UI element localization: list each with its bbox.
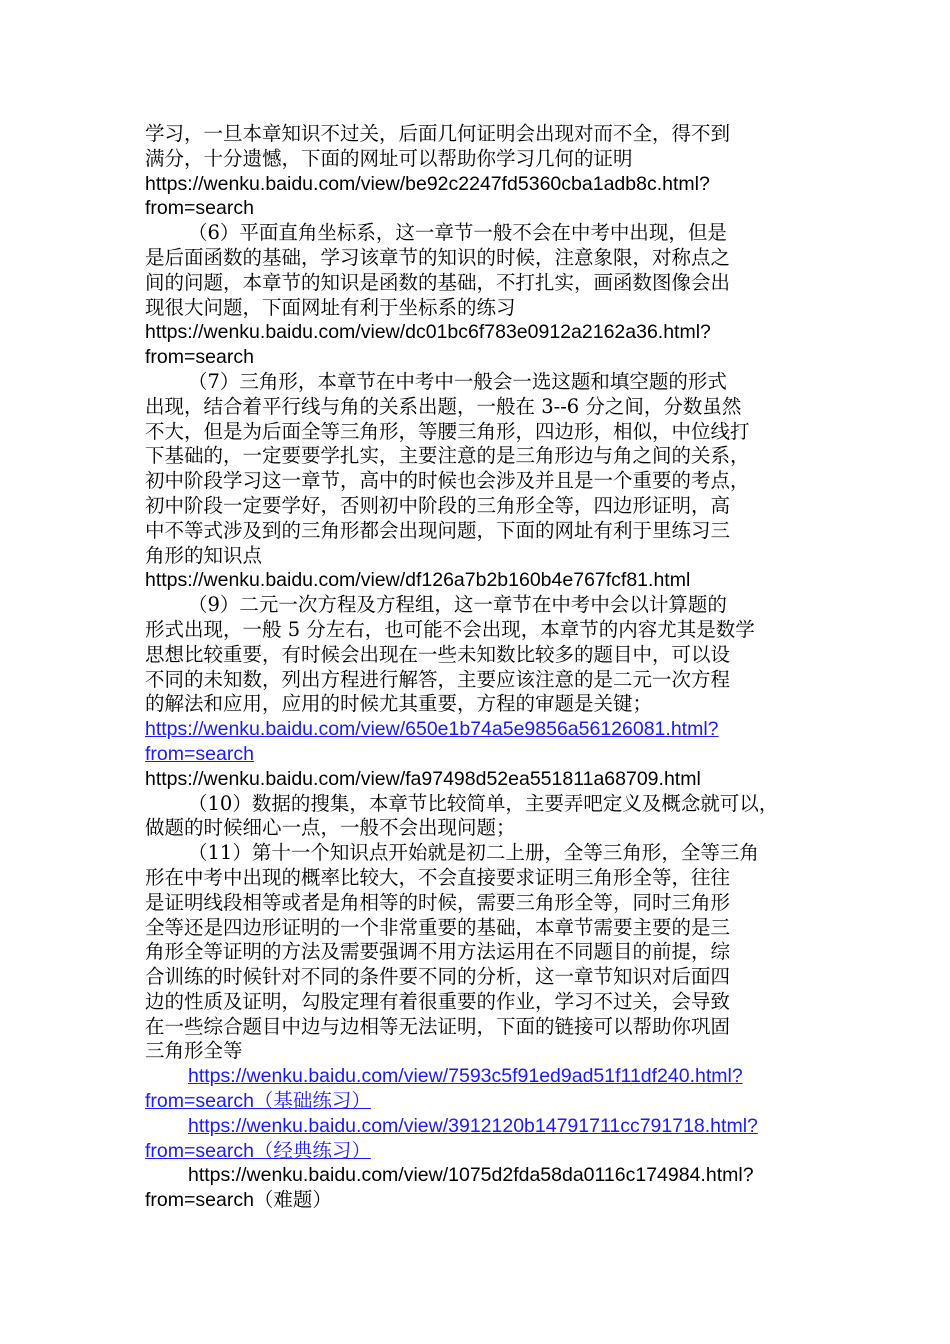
text-line: 的解法和应用，应用的时候尤其重要，方程的审题是关键；	[145, 692, 653, 716]
text-line: 下基础的，一定要要学扎实，主要注意的是三角形边与角之间的关系，	[145, 444, 750, 468]
url-line: from=search	[145, 346, 254, 369]
text-line: （7）三角形，本章节在中考中一般会一选这题和填空题的形式	[188, 369, 727, 393]
paragraph-linear-equations	[145, 593, 815, 791]
link-line[interactable]: https://wenku.baidu.com/view/650e1b74a5e9856a56126081.html?	[145, 718, 719, 741]
text-line: 间的问题，本章节的知识是函数的基础，不打扎实，画函数图像会出	[145, 270, 731, 294]
link-line[interactable]: https://wenku.baidu.com/view/3912120b14791711cc791718.html?	[188, 1114, 758, 1137]
url-line: https://wenku.baidu.com/view/be92c2247fd5360cba1adb8c.html?	[145, 172, 710, 195]
url-line: https://wenku.baidu.com/view/dc01bc6f783e0912a2162a36.html?	[145, 321, 711, 344]
text-line: 形式出现，一般 5 分左右，也可能不会出现，本章节的内容尤其是数学	[145, 617, 755, 641]
paragraph-coordinate-system	[145, 221, 815, 370]
url-text	[145, 320, 815, 370]
link-line[interactable]: from=search（经典练习）	[145, 1139, 371, 1162]
url-text	[145, 172, 815, 222]
text-line: 合训练的时候针对不同的条件要不同的分析，这一章节知识对后面四	[145, 965, 731, 989]
text-line: （6）平面直角坐标系，这一章节一般不会在中考中出现，但是	[188, 221, 727, 245]
hyperlink-basic-practice[interactable]	[145, 1064, 815, 1114]
document-page	[145, 122, 815, 1213]
text-line: （11）第十一个知识点开始就是初二上册，全等三角形，全等三角	[188, 841, 759, 865]
text-line: 中不等式涉及到的三角形都会出现问题，下面的网址有利于里练习三	[145, 518, 731, 542]
url-line: from=search	[145, 197, 254, 220]
url-line: from=search（难题）	[145, 1189, 332, 1212]
text-line: 是后面函数的基础，学习该章节的知识的时候，注意象限，对称点之	[145, 245, 731, 269]
text-line: 在一些综合题目中边与边相等无法证明，下面的链接可以帮助你巩固	[145, 1014, 731, 1038]
text-line: 思想比较重要，有时候会出现在一些未知数比较多的题目中，可以设	[145, 642, 731, 666]
text-line: 角形的知识点	[145, 543, 263, 567]
text-line: 初中阶段一定要学好，否则初中阶段的三角形全等，四边形证明，高	[145, 493, 731, 517]
text-line: 不同的未知数，列出方程进行解答，主要应该注意的是二元一次方程	[145, 667, 731, 691]
url-line: https://wenku.baidu.com/view/fa97498d52ea551811a68709.html	[145, 767, 701, 790]
text-line: 三角形全等	[145, 1039, 243, 1063]
text-line: 现很大问题，下面网址有利于坐标系的练习	[145, 295, 516, 319]
text-line: 边的性质及证明，勾股定理有着很重要的作业，学习不过关，会导致	[145, 989, 731, 1013]
text-line: 全等还是四边形证明的一个非常重要的基础，本章节需要主要的是三	[145, 915, 731, 939]
text-line: 形在中考中出现的概率比较大，不会直接要求证明三角形全等，往往	[145, 865, 731, 889]
url-line: https://wenku.baidu.com/view/df126a7b2b160b4e767fcf81.html	[145, 569, 691, 592]
text-line: 满分，十分遗憾，下面的网址可以帮助你学习几何的证明	[145, 146, 633, 170]
url-text	[145, 767, 815, 792]
hyperlink-classic-practice[interactable]	[145, 1114, 815, 1164]
text-line: （10）数据的搜集，本章节比较简单，主要弄吧定义及概念就可以，	[188, 791, 779, 815]
paragraph-congruent-triangles	[145, 841, 815, 1213]
text-line: 做题的时候细心一点，一般不会出现问题；	[145, 816, 516, 840]
url-line: https://wenku.baidu.com/view/1075d2fda58da0116c174984.html?	[188, 1164, 754, 1187]
link-line[interactable]: https://wenku.baidu.com/view/7593c5f91ed9ad51f11df240.html?	[188, 1065, 743, 1088]
text-line: （9）二元一次方程及方程组，这一章节在中考中会以计算题的	[188, 593, 727, 617]
hyperlink-equations[interactable]	[145, 717, 815, 767]
text-line: 角形全等证明的方法及需要强调不用方法运用在不同题目的前提，综	[145, 940, 731, 964]
url-text	[145, 568, 815, 593]
text-line: 是证明线段相等或者是角相等的时候，需要三角形全等，同时三角形	[145, 890, 731, 914]
link-line[interactable]: from=search	[145, 742, 254, 765]
paragraph-triangle	[145, 370, 815, 593]
url-text-hard-problems	[145, 1163, 815, 1213]
paragraph-data-collection	[145, 792, 815, 842]
text-line: 出现，结合着平行线与角的关系出题，一般在 3--6 分之间，分数虽然	[145, 394, 742, 418]
paragraph-geometry	[145, 122, 815, 221]
text-line: 学习，一旦本章知识不过关，后面几何证明会出现对而不全，得不到	[145, 122, 731, 145]
text-line: 不大，但是为后面全等三角形，等腰三角形，四边形，相似，中位线打	[145, 419, 750, 443]
link-line[interactable]: from=search（基础练习）	[145, 1090, 371, 1113]
text-line: 初中阶段学习这一章节，高中的时候也会涉及并且是一个重要的考点，	[145, 469, 750, 493]
